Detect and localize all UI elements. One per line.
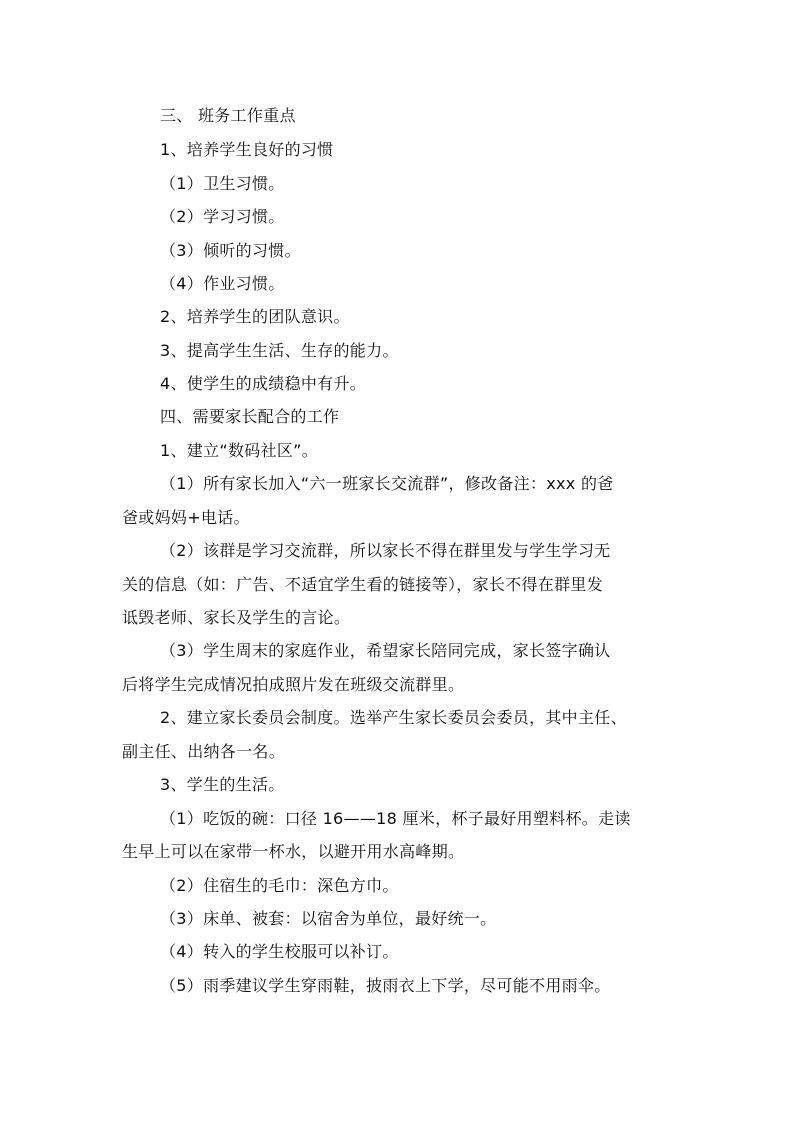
list-item: （1）卫生习惯。 <box>160 174 285 193</box>
paragraph-line: 副主任、出纳各一名。 <box>122 742 286 761</box>
paragraph-line: （1）吃饭的碗：口径 16——18 厘米，杯子最好用塑料杯。走读 <box>160 809 631 828</box>
list-item: 3、提高学生生活、生存的能力。 <box>160 341 399 360</box>
list-item: （2）住宿生的毛巾：深色方巾。 <box>160 876 399 895</box>
list-item: （3）倾听的习惯。 <box>160 241 301 260</box>
paragraph-line: 后将学生完成情况拍成照片发在班级交流群里。 <box>122 675 465 694</box>
paragraph-line: 2、建立家长委员会制度。选举产生家长委员会委员，其中主任、 <box>160 708 627 727</box>
list-item: （5）雨季建议学生穿雨鞋，披雨衣上下学，尽可能不用雨伞。 <box>160 976 611 995</box>
list-item: 1、建立“数码社区”。 <box>160 441 319 460</box>
paragraph-line: （3）学生周末的家庭作业，希望家长陪同完成，家长签字确认 <box>160 641 611 660</box>
list-item: （3）床单、被套：以宿舍为单位，最好统一。 <box>160 909 497 928</box>
list-item: 2、培养学生的团队意识。 <box>160 307 350 326</box>
paragraph-line: （2）该群是学习交流群，所以家长不得在群里发与学生学习无 <box>160 541 611 560</box>
section-heading-3: 三、 班务工作重点 <box>160 106 296 125</box>
list-item: （2）学习习惯。 <box>160 207 285 226</box>
list-item: 4、使学生的成绩稳中有升。 <box>160 374 367 393</box>
paragraph-line: 生早上可以在家带一杯水，以避开用水高峰期。 <box>122 842 465 861</box>
paragraph-line: （1）所有家长加入“六一班家长交流群”，修改备注：xxx 的爸 <box>160 474 614 493</box>
list-item: 1、培养学生良好的习惯 <box>160 140 334 159</box>
section-heading-4: 四、需要家长配合的工作 <box>160 407 340 426</box>
paragraph-line: 关的信息（如：广告、不适宜学生看的链接等），家长不得在群里发 <box>122 575 604 594</box>
list-item: （4）转入的学生校服可以补订。 <box>160 942 399 961</box>
paragraph-line: 诋毁老师、家长及学生的言论。 <box>122 608 351 627</box>
list-item: 3、学生的生活。 <box>160 775 285 794</box>
list-item: （4）作业习惯。 <box>160 274 285 293</box>
paragraph-line: 爸或妈妈+电话。 <box>122 508 250 527</box>
